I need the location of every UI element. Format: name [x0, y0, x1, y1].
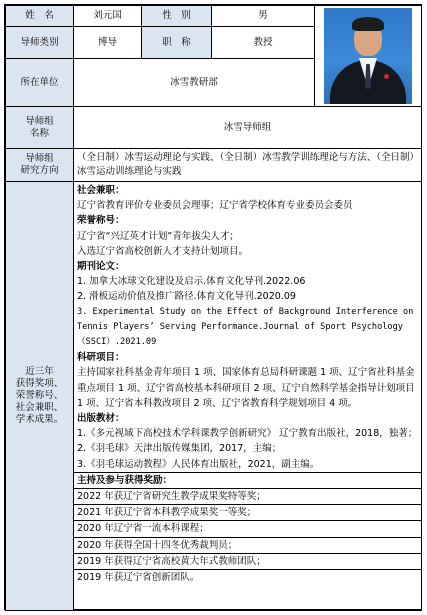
- award-line: 2021 年获辽宁省本科教学成果奖一等奖；: [74, 505, 421, 521]
- honor-line: 辽宁省“兴辽英才计划”青年拔尖人才；: [77, 230, 239, 242]
- type-value: 博导: [74, 27, 142, 59]
- awards-title: 主持及参与获得奖励：: [74, 473, 421, 489]
- profile-table-container: [4, 4, 422, 610]
- profile-table: [5, 5, 422, 611]
- award-line: 2022 年获辽宁省研究生教学成果奖特等奖；: [74, 489, 421, 505]
- direction-label: 导师组 研究方向: [6, 149, 74, 182]
- papers-title: 期刊论文：: [77, 261, 125, 273]
- name-label: 姓 名: [6, 6, 74, 27]
- title-label: 职 称: [142, 27, 212, 59]
- book-line: 1.《多元视域下高校技术学科课教学创新研究》 辽宁教育出版社，2018，独著；: [77, 428, 418, 440]
- gender-label: 性 别: [142, 6, 212, 27]
- award-line: 2020 年获得全国十四冬优秀裁判员；: [74, 538, 421, 554]
- book-line: 2.《羽毛球》天津出版传媒集团，2017，主编；: [77, 443, 282, 455]
- name-value: 刘元国: [74, 6, 142, 27]
- book-line: 3.《羽毛球运动教程》人民体育出版社，2021，副主编。: [74, 457, 421, 473]
- group-value: 冰雪导师组: [74, 107, 422, 149]
- title-value: 教授: [212, 27, 315, 59]
- group-label: 导师组 名称: [6, 107, 74, 149]
- photo-cell: [315, 6, 422, 107]
- portrait-photo: [324, 8, 412, 104]
- type-label: 导师类别: [6, 27, 74, 59]
- direction-value: （全日制）冰雪运动理论与实践、（全日制）冰雪教学训练理论与方法、（全日制）冰雪运动训练理论与实践: [74, 149, 422, 182]
- award-line: 2019 年获辽宁省创新团队。: [77, 572, 200, 584]
- recent-content: [74, 182, 422, 611]
- unit-label: 所在单位: [6, 59, 74, 107]
- books-title: 出版教材：: [77, 413, 125, 425]
- paper-line: 3. Experimental Study on the Effect of Background Interference on Tennis Players’ Serving Performance.Journal of Sport Psychology（SSCI）.2021.09: [77, 306, 414, 348]
- gender-value: 男: [212, 6, 315, 27]
- honor-title: 荣誉称号：: [77, 215, 125, 227]
- badge-pin-icon: [384, 74, 389, 79]
- award-line: 2020 年辽宁省一流本科课程；: [74, 521, 421, 537]
- unit-value: 冰雪教研部: [74, 59, 315, 107]
- paper-line: 2. 滑板运动价值及推广路径.体育文化导刊.2020.09: [77, 291, 296, 303]
- award-line: 2019 年获得辽宁省高校黄大年式教师团队；: [74, 554, 421, 570]
- social-title: 社会兼职：: [77, 185, 125, 196]
- honor-line: 入选辽宁省高校创新人才支持计划项目。: [77, 245, 249, 257]
- research-title: 科研项目：: [77, 352, 125, 364]
- social-text: 辽宁省教育评价专业委员会理事；辽宁省学校体育专业委员会委员: [77, 200, 353, 212]
- recent-label: 近三年 获得奖项、 荣誉称号、 社会兼职、 学术成果。: [6, 182, 74, 611]
- paper-line: 1. 加拿大冰球文化建设及启示.体育文化导刊.2022.06: [77, 276, 306, 288]
- research-text: 主持国家社科基金青年项目 1 项、国家体育总局科研课题 1 项、辽宁省社科基金重点项目 1 项、辽宁省高校基本科研项目 2 项、辽宁自然科学基金指导计划项目 1 项、辽宁省本科教改项目 2 项、辽宁省教育科学规划项目 4 项。: [77, 367, 415, 409]
